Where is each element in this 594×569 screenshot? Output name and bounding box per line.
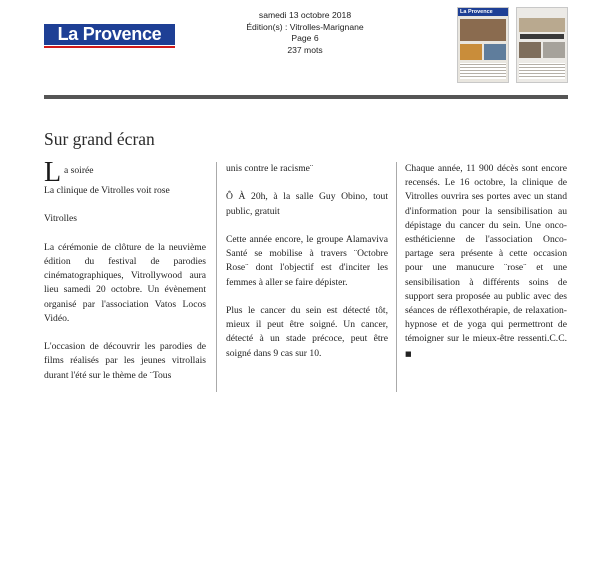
drop-cap: L bbox=[44, 157, 62, 188]
end-of-article-mark: ■ bbox=[405, 349, 412, 358]
thumbnail-masthead: La Provence bbox=[460, 9, 493, 15]
article-title: Sur grand écran bbox=[44, 129, 155, 149]
subheading: La clinique de Vitrolles voit rose bbox=[44, 185, 170, 196]
thumbnail-photo bbox=[519, 18, 565, 32]
paragraph: Plus le cancer du sein est détecté tôt, mieux il peut être soigné. Un cancer, détecté à un stade précoce, peut être soigné dans 9 cas sur 10. bbox=[226, 304, 388, 359]
article-meta bbox=[230, 10, 380, 56]
logo-underline bbox=[44, 46, 175, 48]
paragraph bbox=[405, 162, 567, 361]
thumbnail-photo bbox=[484, 44, 506, 60]
paragraph: unis contre le racisme¨ bbox=[226, 163, 314, 174]
header-rule bbox=[44, 95, 568, 99]
logo-text: La Provence bbox=[57, 24, 162, 44]
paragraph: Cette année encore, le groupe Alamaviva Santé se mobilise à travers ¨Octobre Rose¨ dont l'objectif est d'inciter les femmes à aller se faire dépister. bbox=[226, 233, 388, 288]
newspaper-logo bbox=[44, 24, 175, 45]
publication-date: samedi 13 octobre 2018 bbox=[258, 10, 352, 20]
thumbnail-photo bbox=[460, 19, 506, 41]
thumbnail-photo bbox=[543, 42, 565, 58]
article-column-3 bbox=[405, 162, 567, 375]
thumbnail-text-lines bbox=[519, 63, 565, 79]
inner-page-thumbnail[interactable] bbox=[516, 7, 568, 83]
page-number: Page 6 bbox=[291, 33, 319, 43]
drop-cap-line bbox=[44, 157, 206, 188]
article-column-1 bbox=[44, 157, 206, 397]
column-divider bbox=[396, 162, 397, 392]
article-column-2 bbox=[226, 162, 388, 375]
event-info: Ô À 20h, à la salle Guy Obino, tout public, gratuit bbox=[226, 191, 388, 217]
paragraph: La cérémonie de clôture de la neuvième édition du festival de parodies cinématographiques, Vitrollywood aura lieu samedi 20 octobre. Un évènement organisé par l'association Vatos Locos Vidéo. bbox=[44, 241, 206, 324]
edition-line: Édition(s) : Vitrolles-Marignane bbox=[246, 21, 364, 32]
thumbnail-photo bbox=[519, 42, 541, 58]
front-page-thumbnail[interactable] bbox=[457, 7, 509, 83]
kicker: a soirée bbox=[64, 165, 94, 176]
paragraph-text: Chaque année, 11 900 décès sont encore recensés. Le 16 octobre, la clinique de Vitrolles ouvrira ses portes avec un stand d'information pour la sensibilisation au dépistage du cancer du sein. Une onco-esthéticienne de l'association Onco-partage sera présente à cette occasion pour une manucure ¨rose¨ et une sensibilisation à différents soins de support sera proposée au public avec des séances de réflexothérapie, de relaxation-hypnose et de yoga qui permettront de témoigner sur le mieux-être ressenti.C.C. bbox=[405, 163, 567, 345]
paragraph: L'occasion de découvrir les parodies de films réalisés par les jeunes vitrollais durant l'été sur le thème de ¨Tous bbox=[44, 341, 206, 381]
column-divider bbox=[216, 162, 217, 392]
thumbnail-text-lines bbox=[460, 63, 506, 79]
word-count: 237 mots bbox=[287, 44, 323, 55]
thumbnail-photo bbox=[460, 44, 482, 60]
location: Vitrolles bbox=[44, 213, 77, 225]
thumbnail-headline bbox=[520, 34, 564, 39]
